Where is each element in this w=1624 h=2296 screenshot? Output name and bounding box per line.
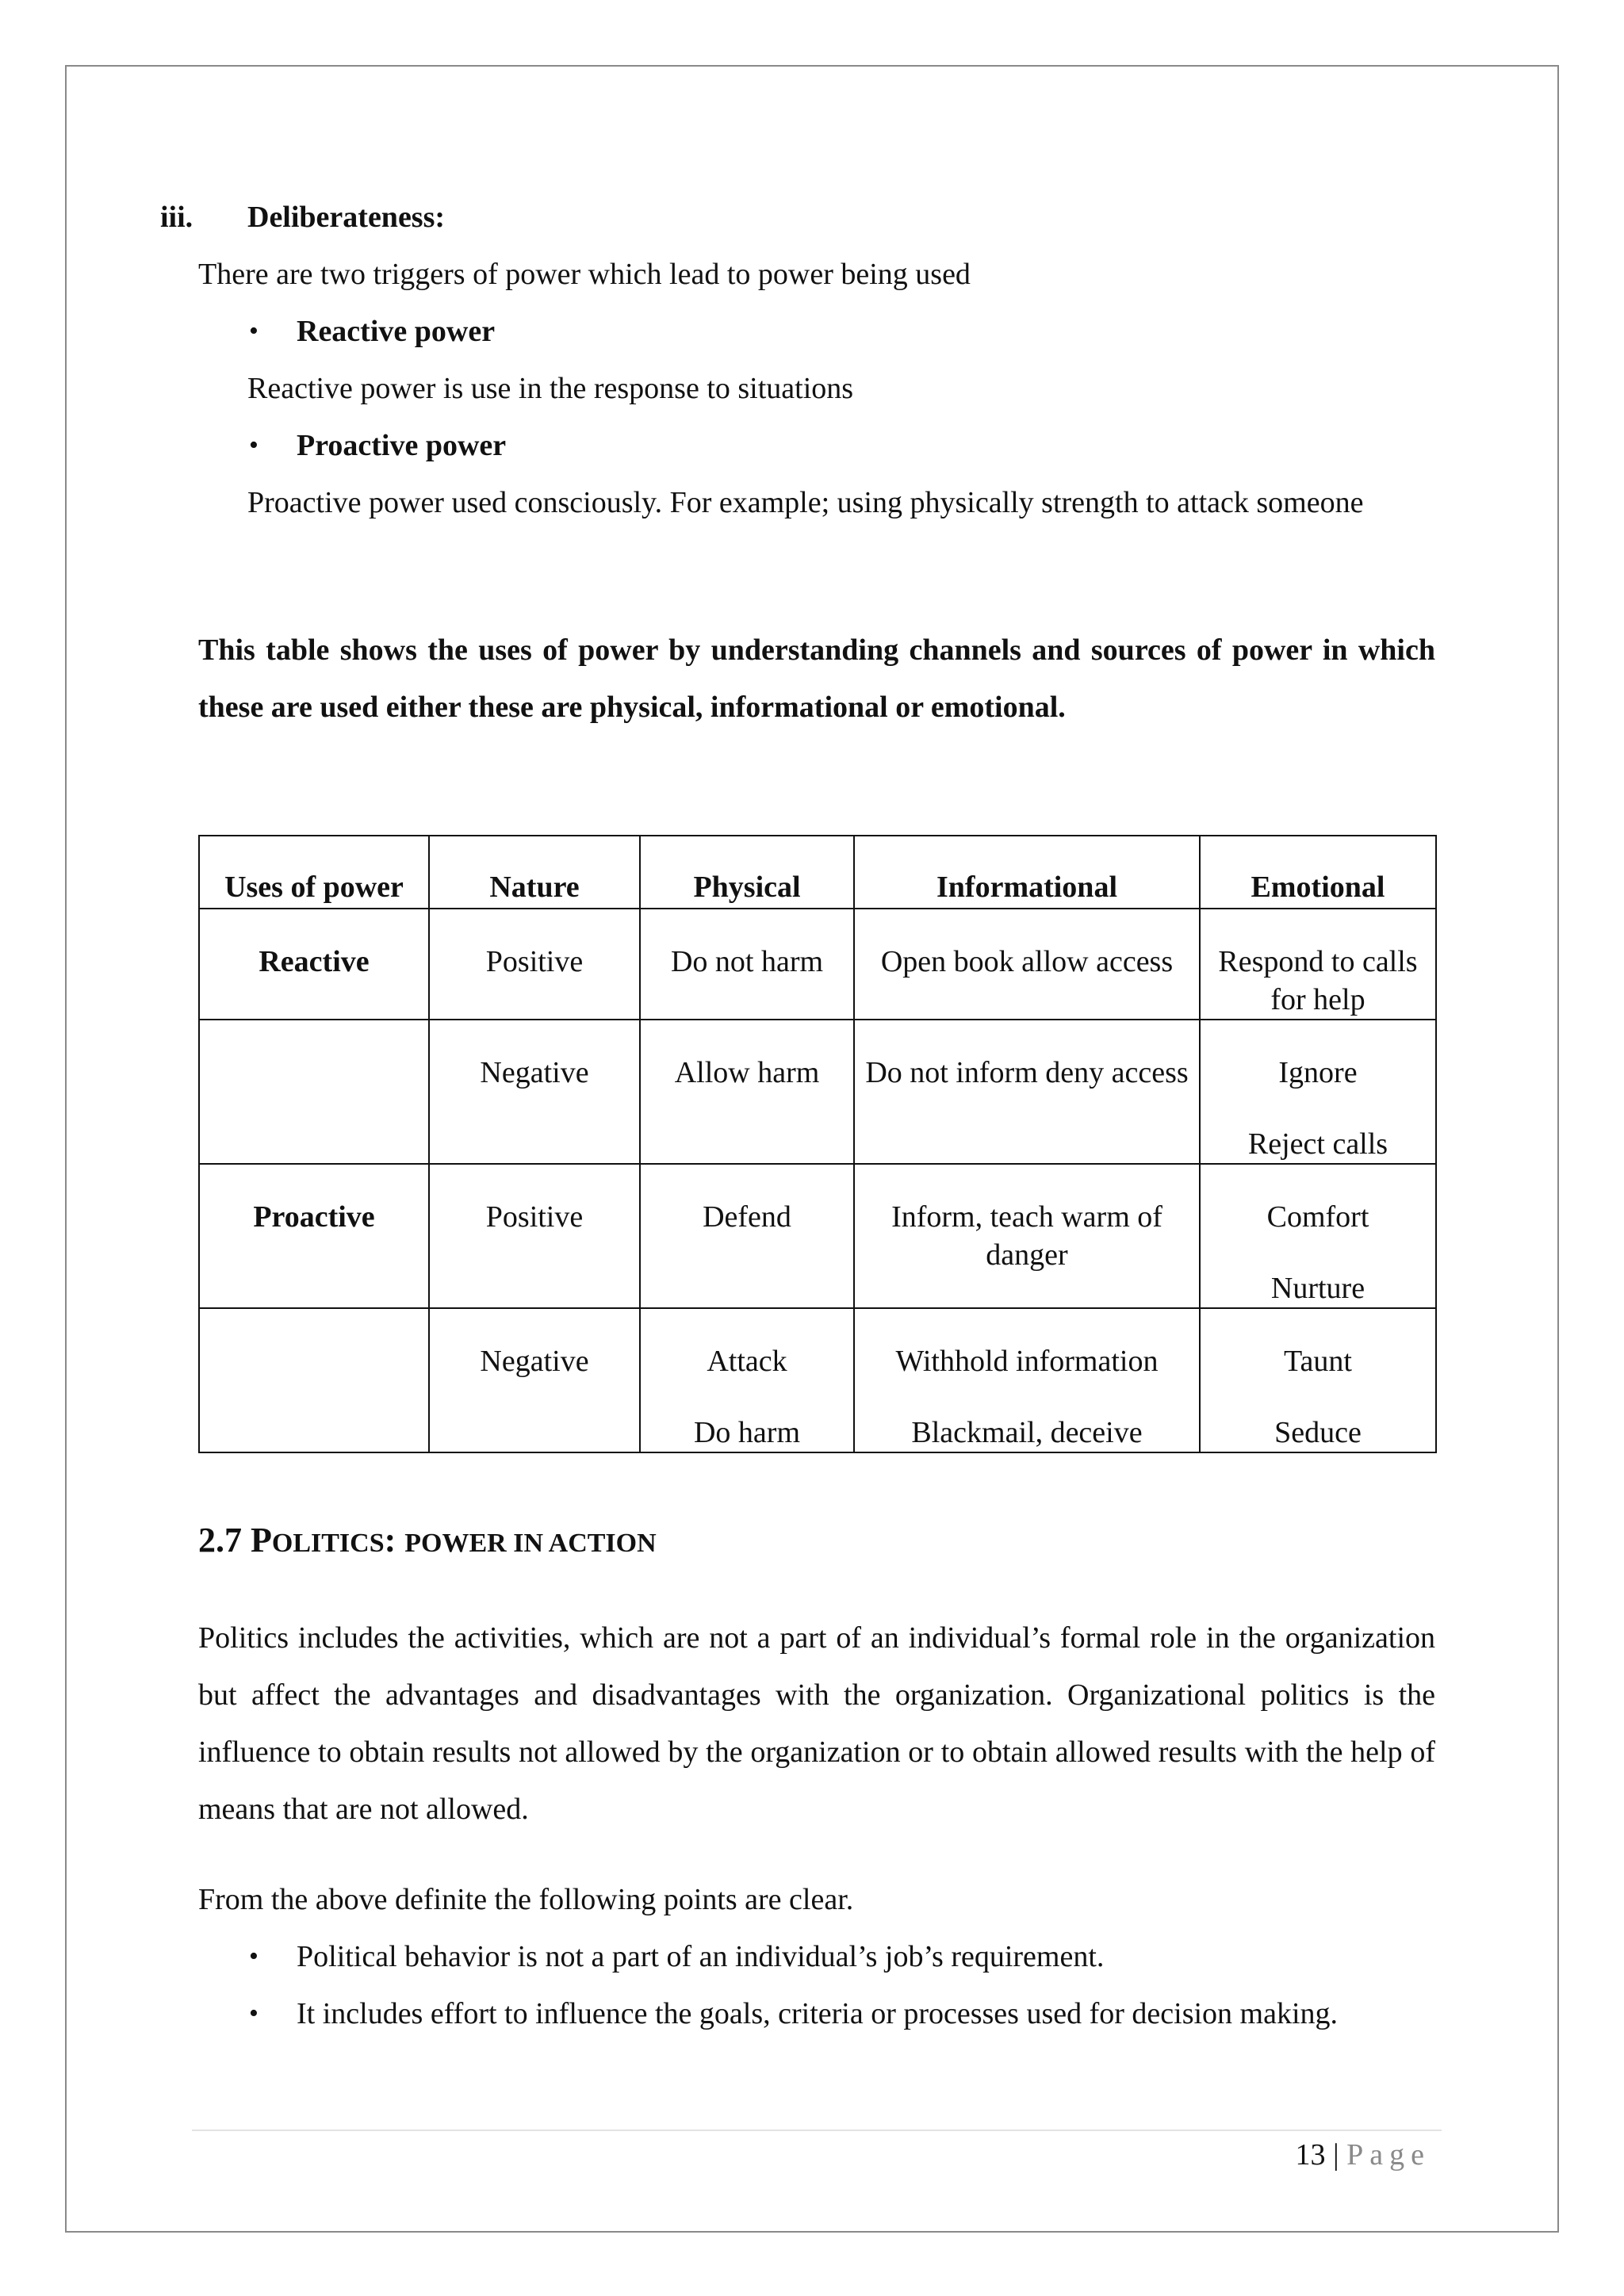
heading-number: 2.7: [198, 1521, 242, 1559]
page-separator: |: [1333, 2138, 1339, 2172]
cell-line: Taunt: [1284, 1345, 1352, 1378]
cell-line: Withhold information: [895, 1345, 1159, 1378]
heading-colon: :: [384, 1521, 396, 1559]
table-header: Emotional: [1200, 836, 1436, 909]
section-title: Deliberateness:: [247, 201, 446, 234]
cell-line: Blackmail, deceive: [911, 1416, 1143, 1449]
bullet-text-proactive: Proactive power used consciously. For example; using physically strength to attack someone: [247, 486, 1364, 519]
table-row: [199, 909, 1436, 1020]
table-row: [199, 1308, 1436, 1452]
table-cell: [640, 1308, 854, 1452]
table-cell: [199, 1020, 429, 1164]
list-numeral: iii.: [160, 201, 193, 234]
cell-line: Comfort: [1266, 1200, 1369, 1234]
table-cell: Allow harm: [640, 1020, 854, 1164]
table-cell: [854, 1308, 1200, 1452]
table-cell: Reactive: [199, 909, 429, 1020]
bullet-label-proactive: Proactive power: [297, 429, 507, 462]
cell-line: Attack: [707, 1345, 787, 1378]
page-word: Page: [1346, 2138, 1431, 2172]
table-cell: [1200, 1308, 1436, 1452]
table-header: Informational: [854, 836, 1200, 909]
uses-of-power-table: [198, 835, 1437, 1453]
cell-line: Reject calls: [1247, 1127, 1388, 1161]
table-cell: Negative: [429, 1308, 640, 1452]
page-number: [1296, 2133, 1431, 2177]
heading-smallcaps: OLITICS: [271, 1529, 385, 1558]
table-caption: This table shows the uses of power by understanding channels and sources of power in which these are used either these are physical, informational or emotional.: [198, 633, 1435, 724]
table-cell: Do not inform deny access: [854, 1020, 1200, 1164]
table-header: Nature: [429, 836, 640, 909]
heading-initial: P: [251, 1521, 272, 1559]
table-row: [199, 1020, 1436, 1164]
point-item: Political behavior is not a part of an individual’s job’s requirement.: [297, 1940, 1105, 1973]
points-intro: From the above definite the following points are clear.: [198, 1883, 854, 1916]
table-row: [199, 1164, 1436, 1308]
table-header: Uses of power: [199, 836, 429, 909]
footer-divider: [192, 2130, 1442, 2131]
page-number-value: 13: [1295, 2138, 1326, 2172]
bullet-icon: •: [249, 430, 259, 460]
cell-line: Nurture: [1270, 1272, 1365, 1305]
cell-line: Do harm: [693, 1416, 801, 1449]
table-cell: Positive: [429, 1164, 640, 1308]
bullet-icon: •: [249, 316, 259, 346]
section-heading: [198, 1518, 657, 1566]
bullet-icon: •: [249, 1942, 259, 1971]
bullet-icon: •: [249, 1999, 259, 2028]
bullet-label-reactive: Reactive power: [297, 315, 496, 348]
bullet-text-reactive: Reactive power is use in the response to situations: [247, 372, 854, 405]
table-cell: Respond to calls for help: [1200, 909, 1436, 1020]
table-cell: Proactive: [199, 1164, 429, 1308]
heading-subtitle: POWER IN ACTION: [404, 1529, 657, 1558]
table-cell: [1200, 1164, 1436, 1308]
cell-line: Seduce: [1274, 1416, 1362, 1449]
table-cell: Open book allow access: [854, 909, 1200, 1020]
table-cell: Negative: [429, 1020, 640, 1164]
politics-paragraph: Politics includes the activities, which are not a part of an individual’s formal role in the organization but affect the advantages and disadvantages with the organization. Organizational politics is the influence to obtain results not allowed by the organization or to obtain allowed results with the help of means that are not allowed.: [198, 1621, 1435, 1826]
table-cell: Positive: [429, 909, 640, 1020]
table-cell: Inform, teach warm of danger: [854, 1164, 1200, 1308]
cell-line: Ignore: [1278, 1056, 1358, 1089]
table-cell: [199, 1308, 429, 1452]
table-cell: Do not harm: [640, 909, 854, 1020]
table-header: Physical: [640, 836, 854, 909]
intro-text: There are two triggers of power which lead to power being used: [198, 258, 971, 291]
table-cell: [1200, 1020, 1436, 1164]
point-item: It includes effort to influence the goals, criteria or processes used for decision making.: [297, 1997, 1339, 2030]
table-cell: Defend: [640, 1164, 854, 1308]
table-header-row: [199, 836, 1436, 909]
